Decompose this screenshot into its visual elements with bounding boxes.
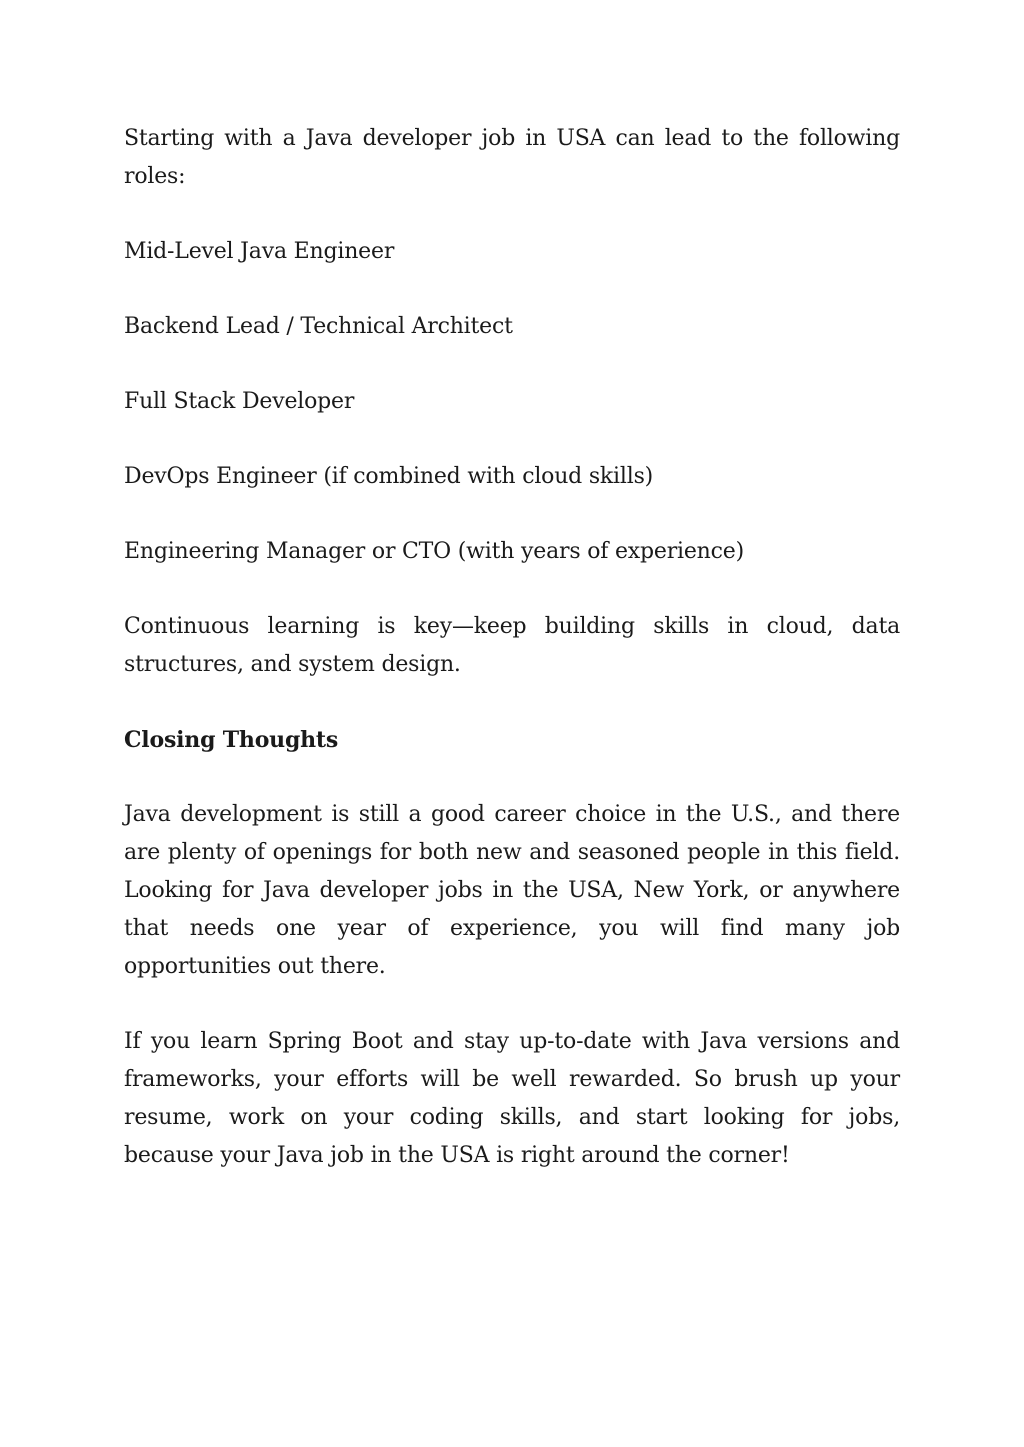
role-item-mid-level: Mid-Level Java Engineer — [124, 239, 395, 264]
role-item-devops: DevOps Engineer (if combined with cloud skills) — [124, 464, 654, 489]
role-item-engineering-manager: Engineering Manager or CTO (with years of experience) — [124, 539, 744, 564]
intro-paragraph: Starting with a Java developer job in USA can lead to the following roles: — [124, 126, 900, 189]
role-item-full-stack: Full Stack Developer — [124, 389, 355, 414]
closing-paragraph-1: Java development is still a good career choice in the U.S., and there are plenty of openings for both new and seasoned people in this field. Looking for Java developer jobs in the USA, New York, or anywhere that needs one year of experience, you will find many job opportunities out there. — [124, 802, 900, 979]
document-page — [124, 120, 900, 1212]
role-item-backend-lead: Backend Lead / Technical Architect — [124, 314, 513, 339]
section-heading: Closing Thoughts — [124, 727, 339, 753]
learning-paragraph: Continuous learning is key—keep building skills in cloud, data structures, and system design. — [124, 614, 900, 677]
closing-paragraph-2: If you learn Spring Boot and stay up-to-date with Java versions and frameworks, your efforts will be well rewarded. So brush up your resume, work on your coding skills, and start looking for jobs, because your Java job in the USA is right around the corner! — [124, 1029, 900, 1168]
